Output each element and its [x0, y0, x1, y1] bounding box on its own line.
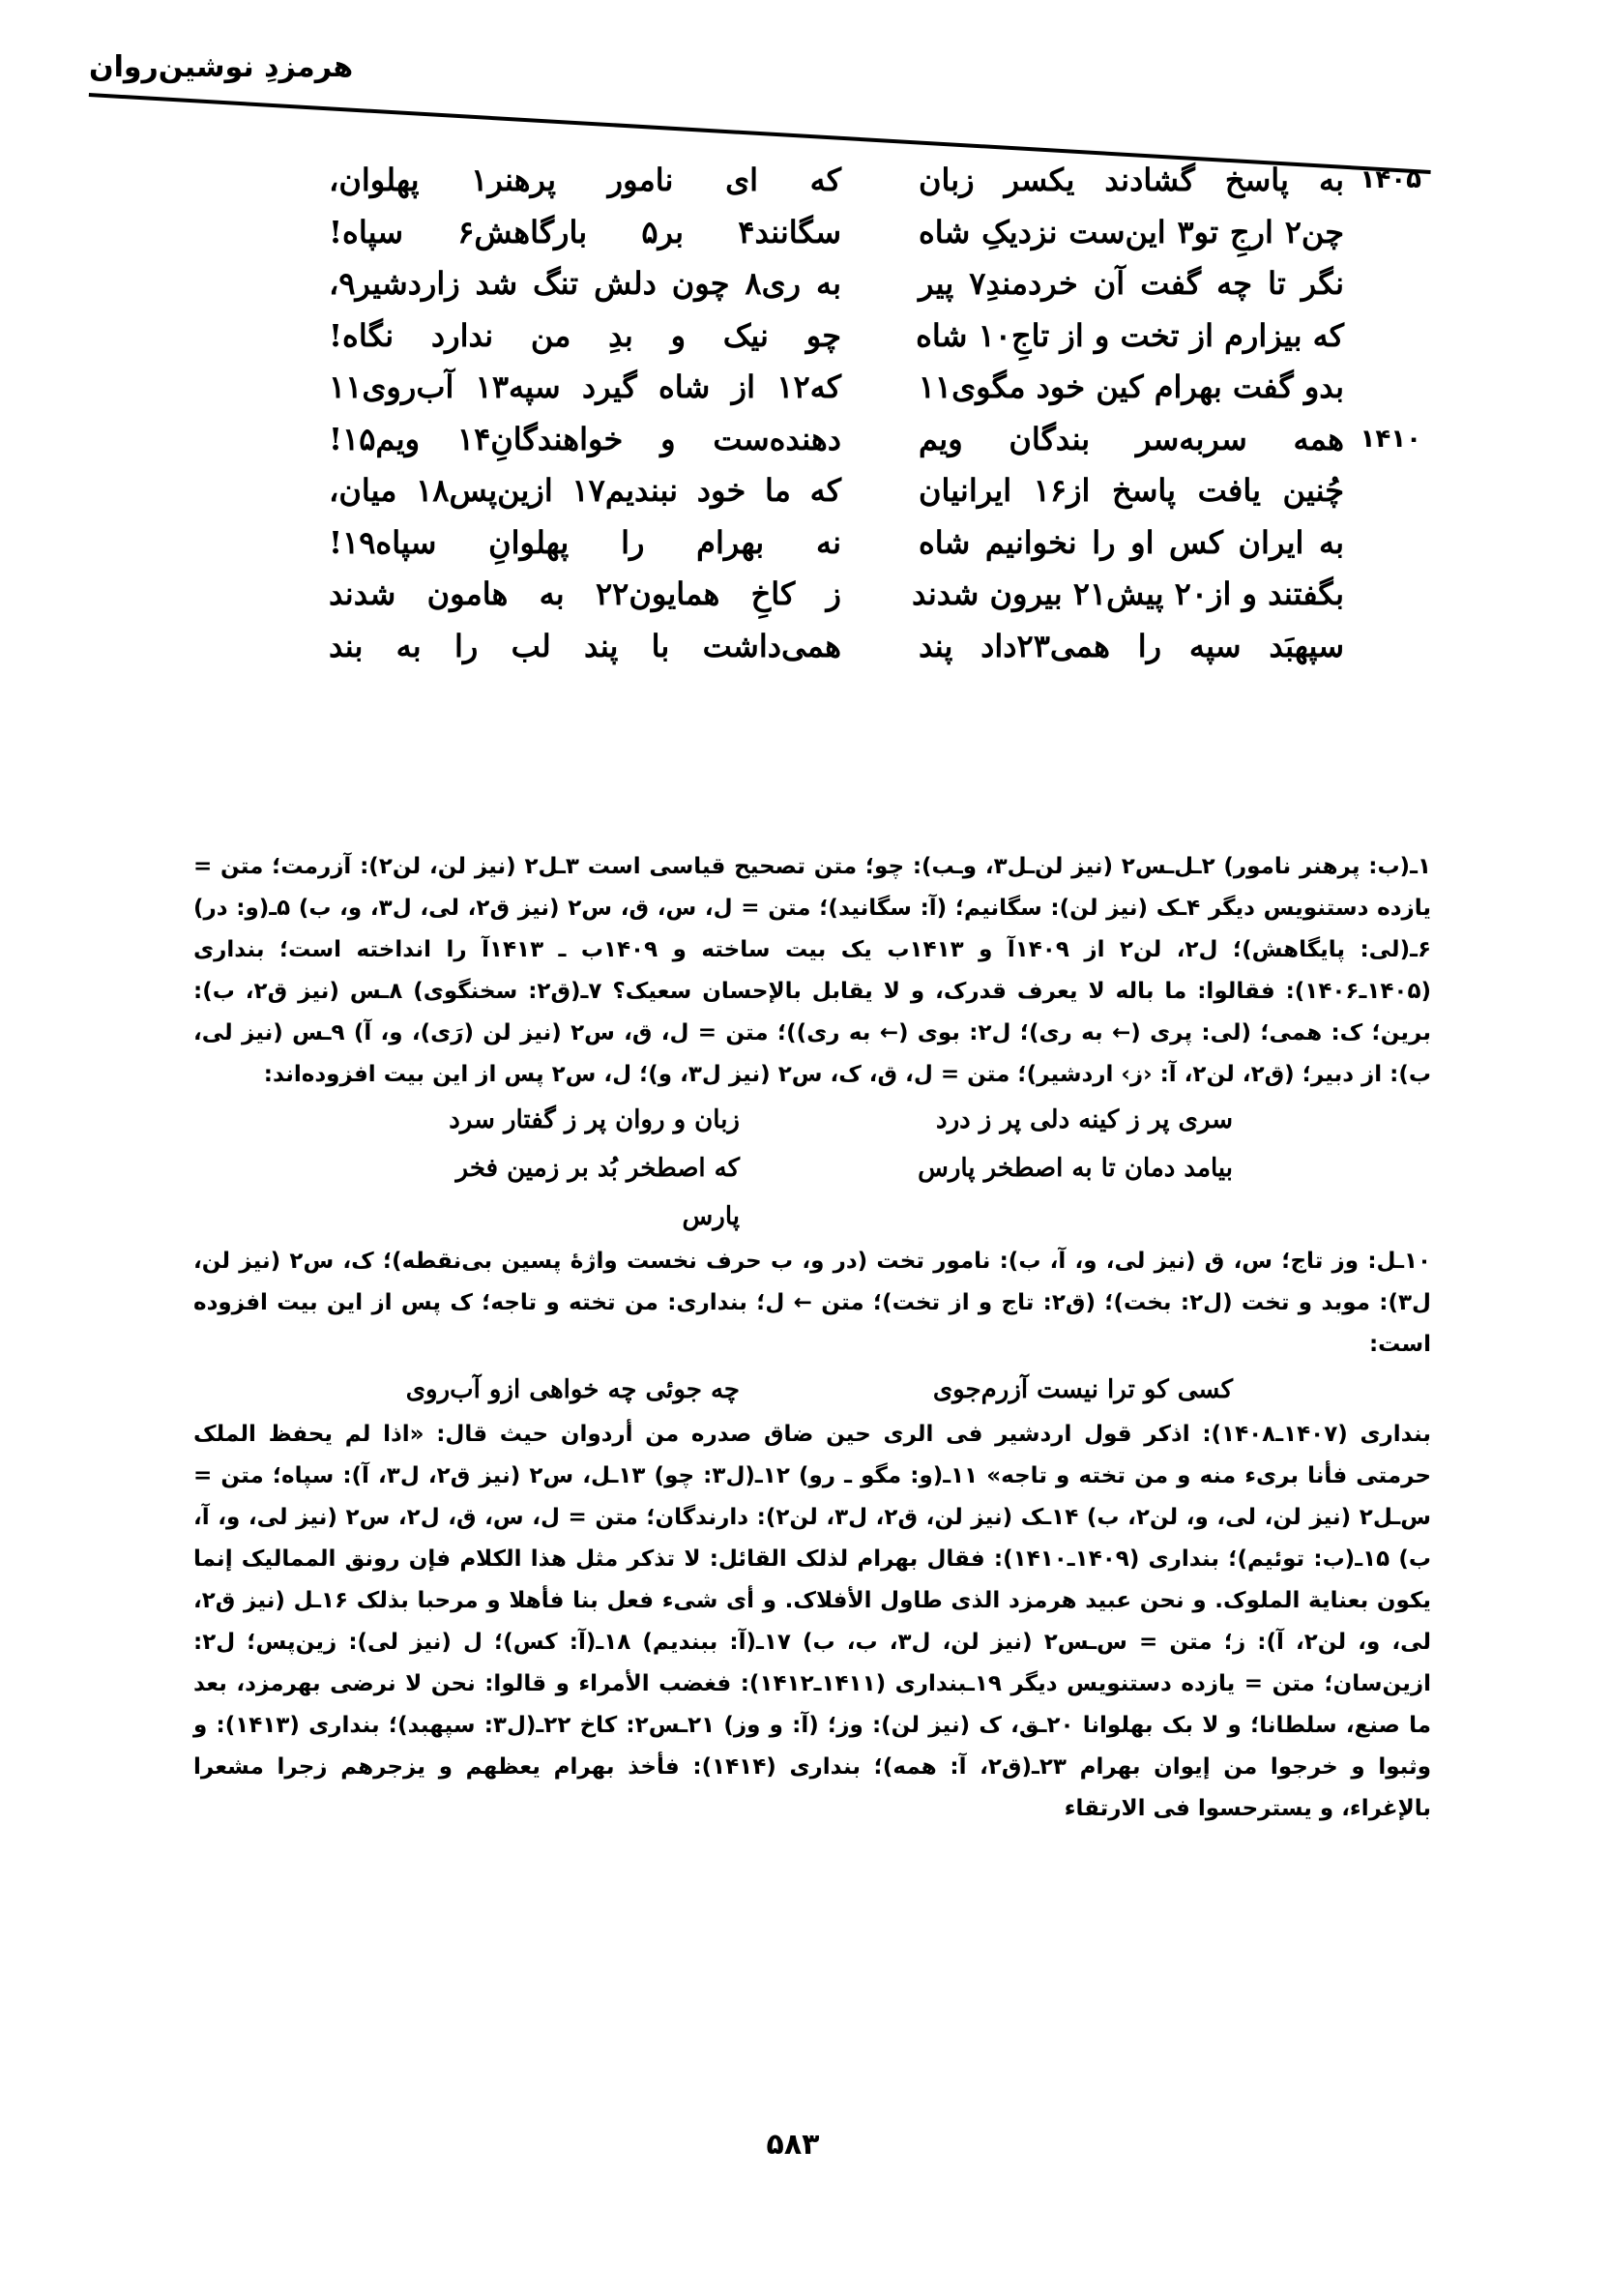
hemistich — [919, 465, 1421, 517]
hemistich — [916, 310, 1421, 363]
verse-column-first-hemistichs — [912, 155, 1421, 672]
hemistich — [919, 362, 1421, 414]
hemistich-text: سپهبَد سپه را همی۲۳داد پند — [919, 627, 1344, 664]
hemistich — [919, 258, 1421, 310]
hemistich — [919, 621, 1421, 673]
hemistich-text: چن۲ ارجِ تو۳ این‌ست نزدیکِ شاه — [919, 213, 1345, 250]
verse-block — [329, 155, 1421, 774]
verse-number: ۱۴۰۵ — [1360, 165, 1421, 194]
hemistich: که ای نامور پرهنر۱ پهلوان، — [329, 162, 842, 198]
hemistich-text: چُنین یافت پاسخ از۱۶ ایرانیان — [919, 472, 1345, 509]
hemistich: که۱۲ از شاه گیرد سپه۱۳ آب‌روی۱۱ — [329, 368, 842, 405]
footnote-couplet — [193, 1144, 1431, 1241]
hemistich — [919, 207, 1421, 259]
hemistich-text: بدو گفت بهرام کین خود مگوی۱۱ — [918, 368, 1344, 405]
hemistich — [912, 569, 1421, 621]
footnote-couplet — [193, 1096, 1431, 1144]
hemistich: چو نیک و بدِ من ندارد نگاه! — [329, 316, 841, 354]
hemistich-text: که بیزارم از تخت و از تاجِ۱۰ شاه — [916, 316, 1344, 354]
hemistich — [919, 155, 1421, 207]
footnote-couplet — [193, 1366, 1431, 1414]
hemistich — [919, 517, 1421, 570]
page-number: ۵۸۳ — [766, 2128, 820, 2162]
couplet-first-hemistich: سری پر ز کینه دلی پر ز درد — [935, 1105, 1233, 1134]
hemistich: همی‌داشت با پند لب را به بند — [329, 627, 841, 664]
couplet-second-hemistich: زبان و روان پر ز گفتار سرد — [449, 1105, 740, 1134]
footnotes-apparatus — [193, 846, 1431, 1830]
hemistich: ز کاخِ همایون۲۲ به هامون شدند — [329, 575, 842, 612]
hemistich-text: بگفتند و از۲۰ پیش۲۱ بیرون شدند — [912, 575, 1344, 612]
couplet-second-hemistich: چه جوئی چه خواهی ازو آب‌روی — [405, 1375, 740, 1404]
verse-column-second-hemistichs — [329, 155, 841, 672]
hemistich-text: به پاسخ گشادند یکسر زبان — [919, 162, 1344, 198]
running-header: هرمزدِ نوشین‌روان — [89, 50, 354, 84]
hemistich: نه بهرام را پهلوانِ سپاه۱۹! — [329, 523, 841, 561]
hemistich: دهنده‌ست و خواهندگانِ۱۴ ویم۱۵! — [329, 420, 842, 457]
couplet-first-hemistich: بیامد دمان تا به اصطخر پارس — [918, 1154, 1233, 1183]
hemistich: سگانند۴ بر۵ بارگاهش۶ سپاه! — [329, 213, 842, 250]
footnote-paragraph: بنداری (۱۴۰۷ـ۱۴۰۸): اذکر قول اردشیر فی الری حین ضاق صدره من أردوان حیث قال: «اذا لم یحفظ الملک حرمتی فأنا بریء منه و من تخته و تاجه» ۱۱ـ(و: مگو ـ رو) ۱۲ـ(ل۳: چو) ۱۳ـل، س۲ (نیز ق۲، ل۳، آ): سپاه؛ متن = س‌ـل۲ (نیز لن، لی، و، لن۲، ب) ۱۴ـک (نیز لن، ق۲، ل۳، لن۲): دارندگان؛ متن = ل، س، ق، ل۲، س۲ (نیز لی، و، آ، ب) ۱۵ـ(ب: توئیم)؛ بنداری (۱۴۰۹ـ۱۴۱۰): فقال بهرام لذلک القائل: لا تذکر مثل هذا الکلام فإن رونق الممالیک إنما یکون بعنایة الملوک. و نحن عبید هرمزد الذی طاول الأفلاک. و أی شیء فعل بنا فأهلا و مرحبا بذلک ۱۶ـل (نیز ق۲، لی، و، لن۲، آ): ز؛ متن = س‌ـس۲ (نیز لن، ل۳، ب، ب) ۱۷ـ(آ: ببندیم) ۱۸ـ(آ: کس)؛ ل (نیز لی): زین‌پس؛ ل۲: ازین‌سان؛ متن = یازده دستنویس دیگر ۱۹ـبنداری (۱۴۱۱ـ۱۴۱۲): فغضب الأمراء و قالوا: نحن لا نرضی بهرمزد، بعد ما صنع، سلطانا؛ و لا بک بهلوانا ۲۰ـق، ک (نیز لن): وز؛ (آ: و وز) ۲۱ـس۲: کاخ ۲۲ـ(ل۳: سپهبد)؛ بنداری (۱۴۱۳): و وثبوا و خرجوا من إیوان بهرام ۲۳ـ(ق۲، آ: همه)؛ بنداری (۱۴۱۴): فأخذ بهرام یعظهم و یزجرهم زجرا مشعرا بالإغراء، و یسترحسوا فی الارتقاء — [193, 1422, 1432, 1821]
couplet-first-hemistich: کسی کو ترا نیست آزرم‌جوی — [932, 1375, 1233, 1404]
hemistich-text: به ایران کس او را نخوانیم شاه — [919, 523, 1344, 561]
footnote-paragraph: ۱ـ(ب: پرهنر نامور) ۲ـل‌ـس۲ (نیز لن‌ـل۳، وـب): چو؛ متن تصحیح قیاسی است ۳ـل۲ (نیز لن، لن۲): آزرمت؛ متن = یازده دستنویس دیگر ۴ـک (نیز لن): سگانیم؛ (آ: سگانید)؛ متن = ل، س، ق، س۲ (نیز ق۲، لی، ل۳، و، ب) ۵ـ(و: در) ۶ـ(لی: پایگاهش)؛ ل۲، لن۲ از ۱۴۰۹آ و ۱۴۱۳ب یک بیت ساخته و ۱۴۰۹ب ـ ۱۴۱۳آ را انداخته است؛ بنداری (۱۴۰۵ـ۱۴۰۶): فقالوا: ما باله لا یعرف قدرک، و لا یقابل بالإحسان سعیک؟ ۷ـ(ق۲: سخنگوی) ۸ـس (نیز ق۲، ب): برین؛ ک: همی؛ (لی: پری (← به ری)؛ ل۲: بوی (← به ری))؛ متن = ل، ق، س۲ (نیز لن (رَی)، و، آ) ۹ـس (نیز لی، ب): از دبیر؛ (ق۲، لن۲، آ: ‹ز› اردشیر)؛ متن = ل، ق، ک، س۲ (نیز ل۳، و)؛ ل، س۲ پس از این بیت افزوده‌اند: — [193, 854, 1432, 1087]
hemistich — [919, 414, 1421, 466]
hemistich-text: نگر تا چه گفت آن خردمندِ۷ پیر — [919, 265, 1345, 302]
hemistich: که ما خود نبندیم۱۷ ازین‌پس۱۸ میان، — [329, 472, 842, 509]
footnote-paragraph: ۱۰ـل: وز تاج؛ س، ق (نیز لی، و، آ، ب): نامور تخت (در و، ب حرف نخست واژهٔ پسین بی‌نقطه)؛ ک، س۲ (نیز لن، ل۳): موبد و تخت (ل۲: بخت)؛ (ق۲: تاج و از تخت)؛ متن ← ل؛ بنداری: من تخته و تاجه؛ ک پس از این بیت افزوده است: — [193, 1249, 1432, 1357]
hemistich-text: همه سربه‌سر بندگان ویم — [919, 420, 1344, 457]
hemistich: به ری۸ چون دلش تنگ شد زاردشیر۹، — [329, 265, 842, 302]
verse-number: ۱۴۱۰ — [1360, 424, 1421, 454]
couplet-second-hemistich: که اصطخر بُد بر زمین فخر پارس — [455, 1154, 740, 1231]
